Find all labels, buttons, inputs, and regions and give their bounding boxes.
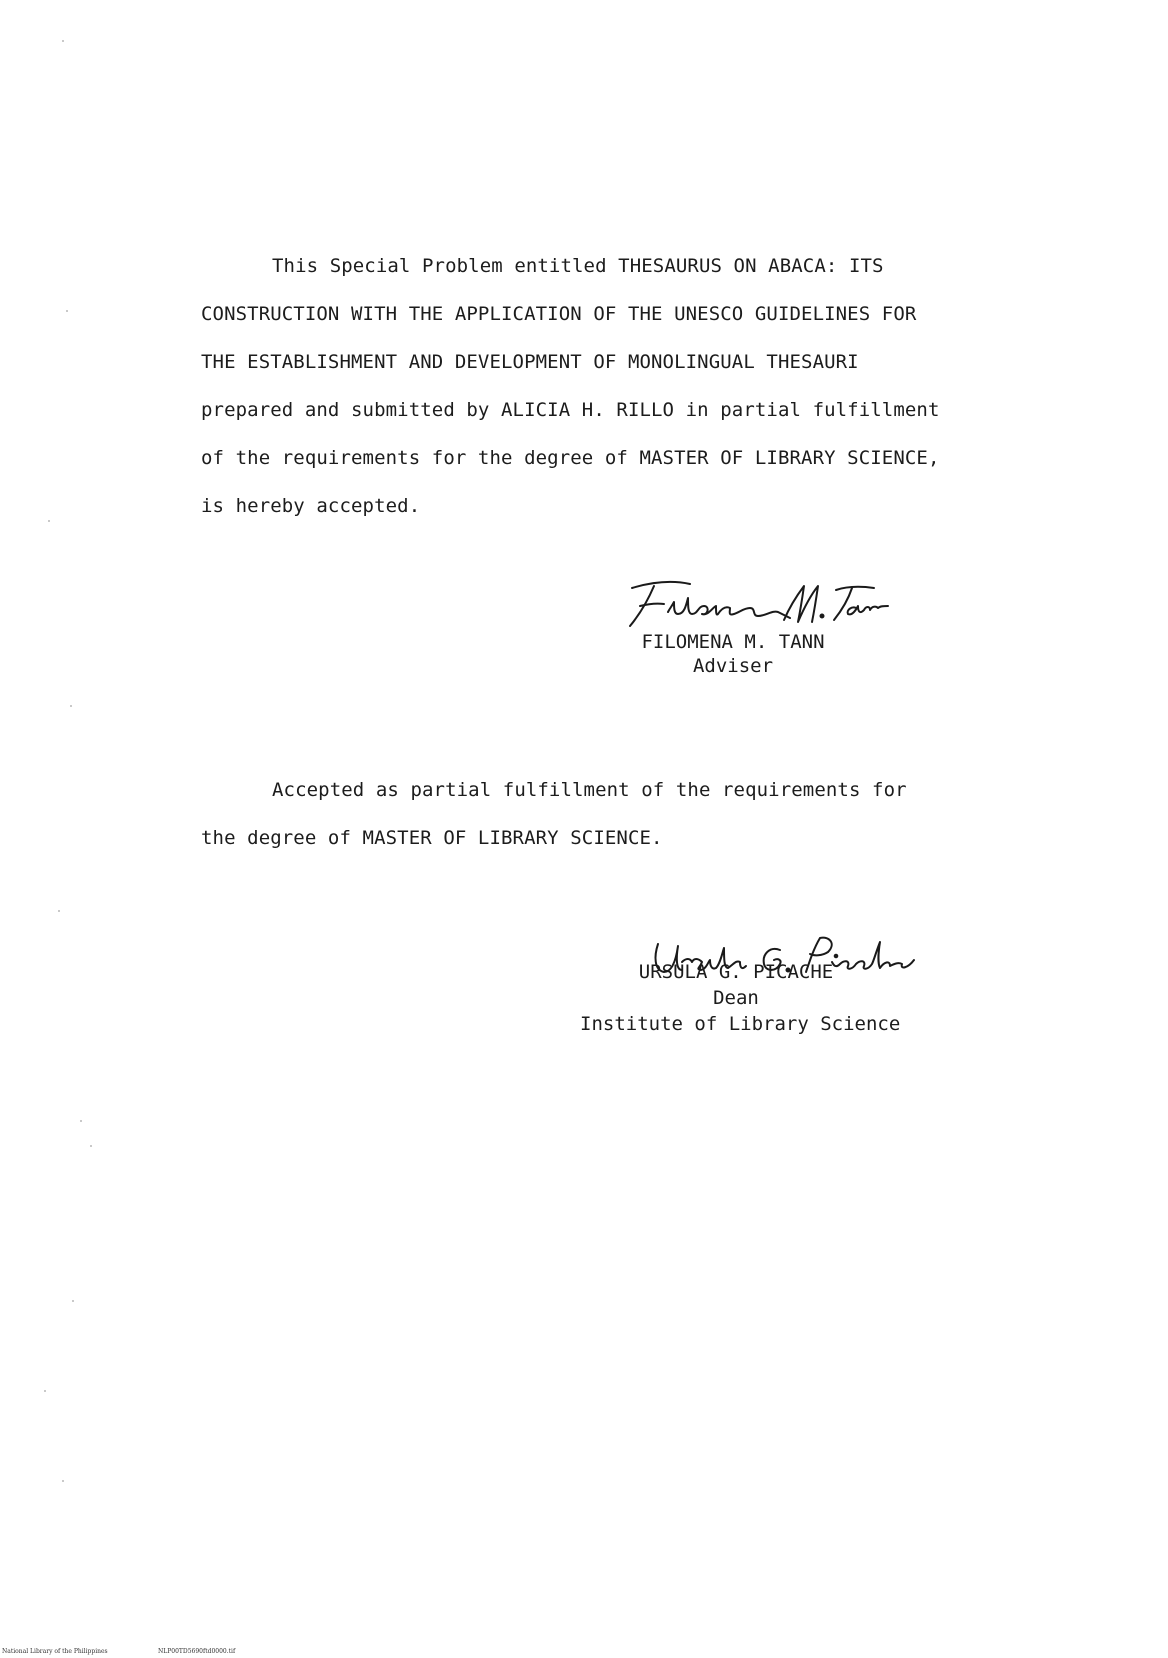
scan-speck (90, 1145, 92, 1147)
dean-title: Dean (713, 987, 759, 1009)
paragraph1-line-4: prepared and submitted by ALICIA H. RILLO in partial fulfillment (201, 399, 940, 421)
scan-speck (44, 1390, 46, 1392)
scan-speck (72, 1300, 74, 1302)
scan-speck (66, 310, 68, 312)
scan-speck (62, 40, 64, 42)
paragraph2-line-2: the degree of MASTER OF LIBRARY SCIENCE. (201, 827, 663, 849)
paragraph1-line-6: is hereby accepted. (201, 495, 421, 517)
paragraph2-line-1: Accepted as partial fulfillment of the requirements for (272, 779, 907, 801)
scan-speck (62, 1480, 64, 1482)
paragraph1-line-1: This Special Problem entitled THESAURUS ON ABACA: ITS (272, 255, 884, 277)
adviser-signature (612, 576, 912, 632)
dean-name: URSULA G. PICACHE (638, 961, 834, 983)
scan-speck (58, 910, 60, 912)
scan-speck (48, 520, 50, 522)
footer-file-id: NLP00TD5690ftd0000.tif (158, 1648, 236, 1655)
paragraph1-line-5: of the requirements for the degree of MASTER OF LIBRARY SCIENCE, (201, 447, 940, 469)
scan-speck (80, 1120, 82, 1122)
footer-library: National Library of the Philippines (2, 1648, 108, 1655)
paragraph1-line-2: CONSTRUCTION WITH THE APPLICATION OF THE UNESCO GUIDELINES FOR (201, 303, 917, 325)
adviser-title: Adviser (692, 655, 774, 677)
adviser-name: FILOMENA M. TANN (641, 631, 825, 653)
paragraph1-line-3: THE ESTABLISHMENT AND DEVELOPMENT OF MONOLINGUAL THESAURI (201, 351, 859, 373)
scan-speck (70, 705, 72, 707)
dean-institute: Institute of Library Science (580, 1013, 901, 1035)
